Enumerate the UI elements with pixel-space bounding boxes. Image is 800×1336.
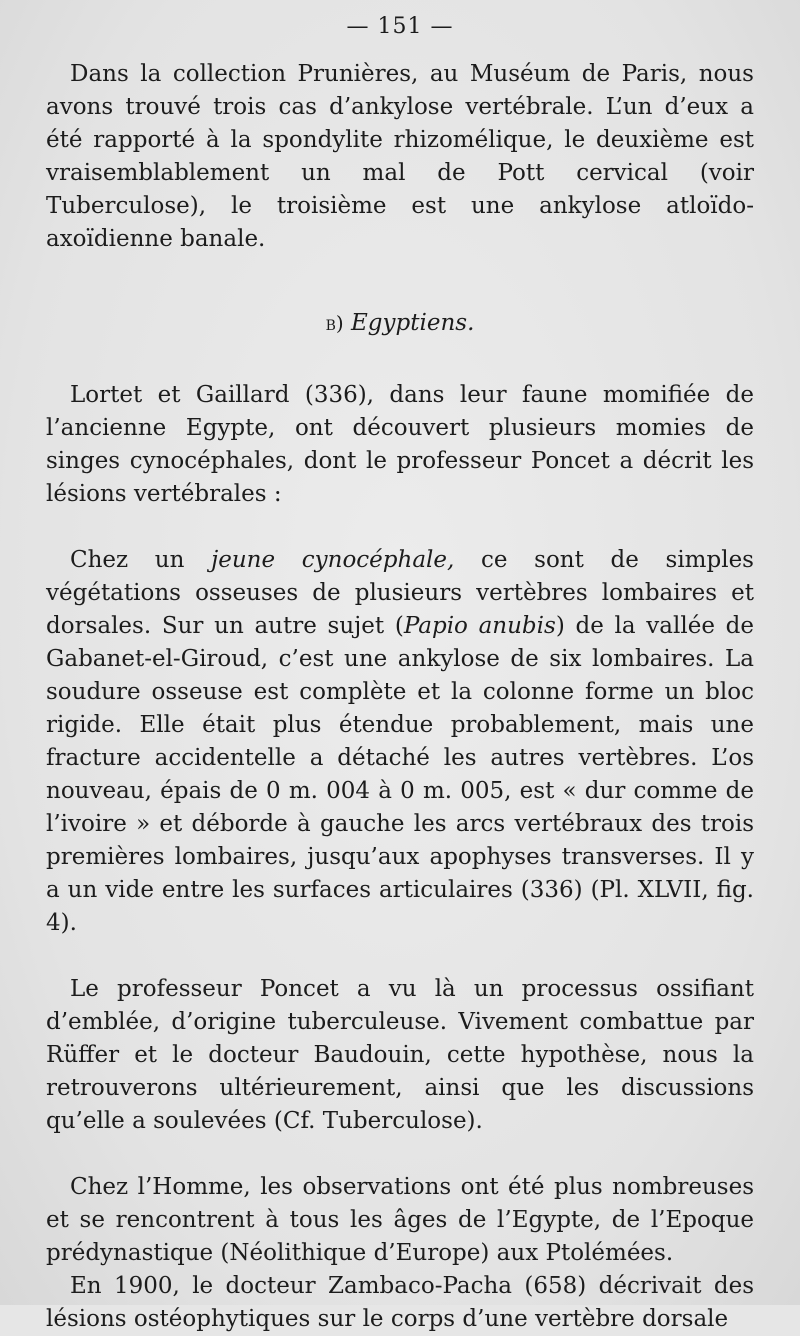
section-heading [46, 307, 754, 340]
page-number: — 151 — [346, 14, 454, 39]
text-run: Chez un [70, 547, 212, 573]
paragraph-prunieres: Dans la collection Prunières, au Muséum de Paris, nous avons trouvé trois cas d’ankylose vertébrale. L’un d’eux a été rapporté à la spondylite rhizomélique, le deuxième est vraisemblablement un mal de Pott cervical (voir Tuberculose), le troisième est une ankylose atloïdo-axoïdienne banale. [46, 61, 754, 252]
paragraph-poncet: Le professeur Poncet a vu là un processus ossifiant d’emblée, d’origine tuberculeuse. Vivement combattue par Rüffer et le docteur Baudouin, cette hypothèse, nous la retrouverons ultérieurement, ainsi que les discussions qu’elle a soulevées (Cf. Tuberculose). [46, 976, 754, 1134]
italic-run: jeune cynocéphale, [211, 547, 455, 573]
paragraph-cynocephale [46, 544, 754, 940]
italic-run: Papio anubis [403, 613, 556, 639]
page-body [46, 58, 754, 1336]
paragraph-homme: Chez l’Homme, les observations ont été plus nombreuses et se rencontrent à tous les âges de l’Egypte, de l’Epoque prédynastique (Néolithique d’Europe) aux Ptolémées. [46, 1174, 754, 1266]
text-run: ) de la vallée de Gabanet-el-Giroud, c’est une ankylose de six lombaires. La soudure osseuse est complète et la colonne forme un bloc rigide. Elle était plus étendue probablement, mais une fracture accidentelle a détaché les autres vertèbres. L’os nouveau, épais de 0 m. 004 à 0 m. 005, est « dur comme de l’ivoire » et déborde à gauche les arcs vertébraux des trois premières lombaires, jusqu’aux apophyses transverses. Il y a un vide entre les surfaces articulaires (336) (Pl. XLVII, fig. 4). [46, 613, 754, 936]
text-run: ce sont de simples végétations osseuses de plusieurs vertèbres lombaires et dorsales. Sur un autre sujet ( [46, 547, 754, 639]
paragraph-lortet: Lortet et Gaillard (336), dans leur faune momifiée de l’ancienne Egypte, ont découvert plusieurs momies de singes cynocéphales, dont le professeur Poncet a décrit les lésions vertébrales : [46, 382, 754, 507]
section-title: Egyptiens. [351, 310, 475, 336]
paragraph-zambaco: En 1900, le docteur Zambaco-Pacha (658) décrivait des lésions ostéophytiques sur le corps d’une vertèbre dorsale [46, 1273, 754, 1332]
section-letter: b) [325, 311, 344, 335]
